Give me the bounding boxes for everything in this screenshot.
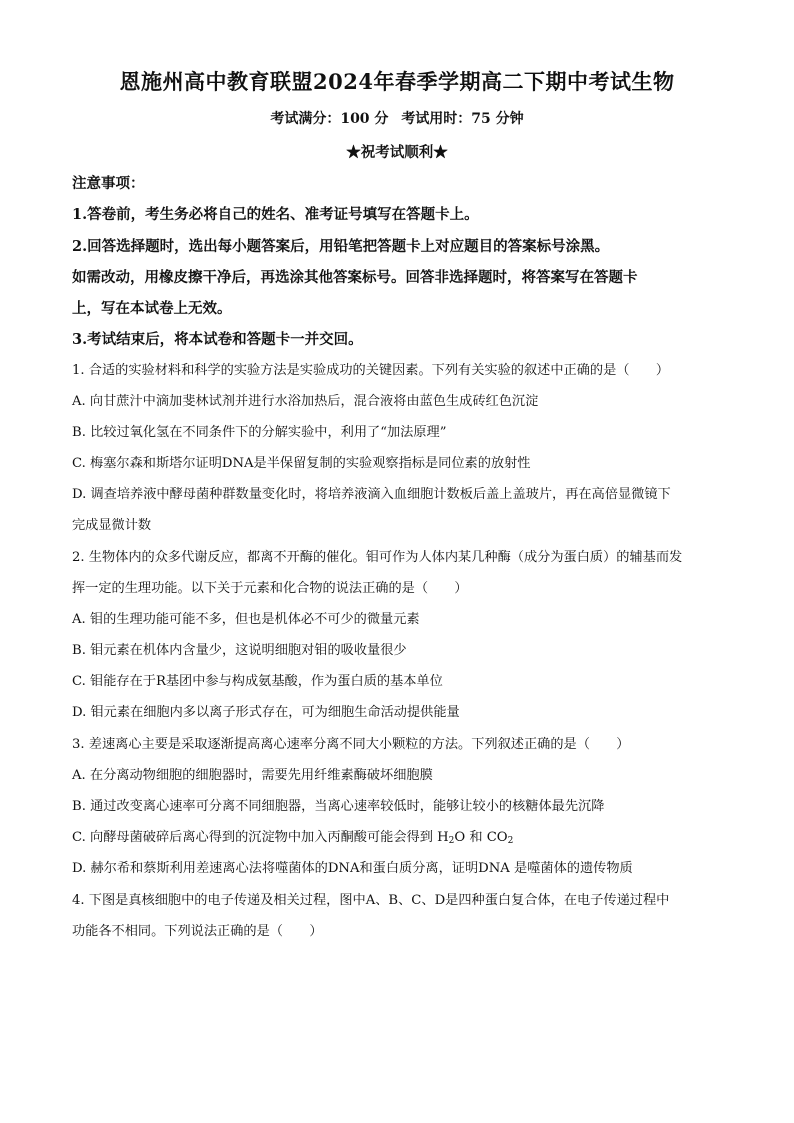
question-1-option-d-continued: 完成显微计数 bbox=[72, 518, 152, 533]
exam-info bbox=[0, 108, 794, 128]
water-subscript: 2 bbox=[448, 836, 455, 846]
exam-duration: 考试用时：75 分钟 bbox=[401, 111, 524, 127]
note-2: 2.回答选择题时，选出每小题答案后，用铅笔把答题卡上对应题目的答案标号涂黑。 bbox=[72, 238, 610, 255]
notes-heading: 注意事项： bbox=[72, 175, 145, 192]
note-2-end: 上，写在本试卷上无效。 bbox=[72, 300, 232, 317]
question-3-option-d: D. 赫尔希和蔡斯利用差速离心法将噬菌体的DNA和蛋白质分离，证明DNA 是噬菌体的遗传物质 bbox=[72, 861, 633, 876]
option-c-text-mid: O 和 CO bbox=[454, 830, 508, 845]
question-3-option-c bbox=[72, 826, 513, 846]
question-1-option-d: D. 调查培养液中酵母菌种群数量变化时，将培养液滴入血细胞计数板后盖上盖玻片，再在高倍显微镜下 bbox=[72, 487, 671, 502]
question-1-option-b: B. 比较过氧化氢在不同条件下的分解实验中，利用了“加法原理” bbox=[72, 425, 447, 440]
question-2-option-a: A. 钼的生理功能可能不多，但也是机体必不可少的微量元素 bbox=[72, 612, 420, 627]
good-luck-line: ★祝考试顺利★ bbox=[346, 144, 448, 161]
note-3: 3.考试结束后，将本试卷和答题卡一并交回。 bbox=[72, 331, 363, 348]
exam-title: 恩施州高中教育联盟2024年春季学期高二下期中考试生物 bbox=[119, 69, 675, 94]
question-4-stem: 4. 下图是真核细胞中的电子传递及相关过程，图中A、B、C、D是四种蛋白复合体，在电子传递过程中 bbox=[72, 893, 670, 908]
question-3-stem: 3. 差速离心主要是采取逐渐提高离心速率分离不同大小颗粒的方法。下列叙述正确的是（ ） bbox=[72, 737, 630, 752]
co2-subscript: 2 bbox=[507, 836, 514, 846]
question-1-option-c: C. 梅塞尔森和斯塔尔证明DNA是半保留复制的实验观察指标是同位素的放射性 bbox=[72, 456, 531, 471]
note-1: 1.答卷前，考生务必将自己的姓名、准考证号填写在答题卡上。 bbox=[72, 206, 479, 223]
note-2-continued: 如需改动，用橡皮擦干净后，再选涂其他答案标号。回答非选择题时，将答案写在答题卡 bbox=[72, 269, 638, 286]
question-3-option-a: A. 在分离动物细胞的细胞器时，需要先用纤维素酶破坏细胞膜 bbox=[72, 768, 433, 783]
question-3-option-b: B. 通过改变离心速率可分离不同细胞器，当离心速率较低时，能够让较小的核糖体最先沉降 bbox=[72, 799, 605, 814]
question-2-stem: 2. 生物体内的众多代谢反应，都离不开酶的催化。钼可作为人体内某几种酶（成分为蛋白质）的辅基而发 bbox=[72, 550, 683, 565]
question-2-option-b: B. 钼元素在机体内含量少，这说明细胞对钼的吸收量很少 bbox=[72, 643, 407, 658]
question-1-option-a: A. 向甘蔗汁中滴加斐林试剂并进行水浴加热后，混合液将由蓝色生成砖红色沉淀 bbox=[72, 394, 539, 409]
option-c-text-start: C. 向酵母菌破碎后离心得到的沉淀物中加入丙酮酸可能会得到 H bbox=[72, 830, 449, 845]
full-score: 考试满分：100 分 bbox=[270, 111, 389, 127]
question-2-stem-continued: 挥一定的生理功能。以下关于元素和化合物的说法正确的是（ ） bbox=[72, 581, 468, 596]
question-4-stem-continued: 功能各不相同。下列说法正确的是（ ） bbox=[72, 924, 323, 939]
question-2-option-c: C. 钼能存在于R基团中参与构成氨基酸，作为蛋白质的基本单位 bbox=[72, 674, 443, 689]
question-1-stem: 1. 合适的实验材料和科学的实验方法是实验成功的关键因素。下列有关实验的叙述中正确的是（ ） bbox=[72, 363, 670, 378]
question-2-option-d: D. 钼元素在细胞内多以离子形式存在，可为细胞生命活动提供能量 bbox=[72, 705, 460, 720]
